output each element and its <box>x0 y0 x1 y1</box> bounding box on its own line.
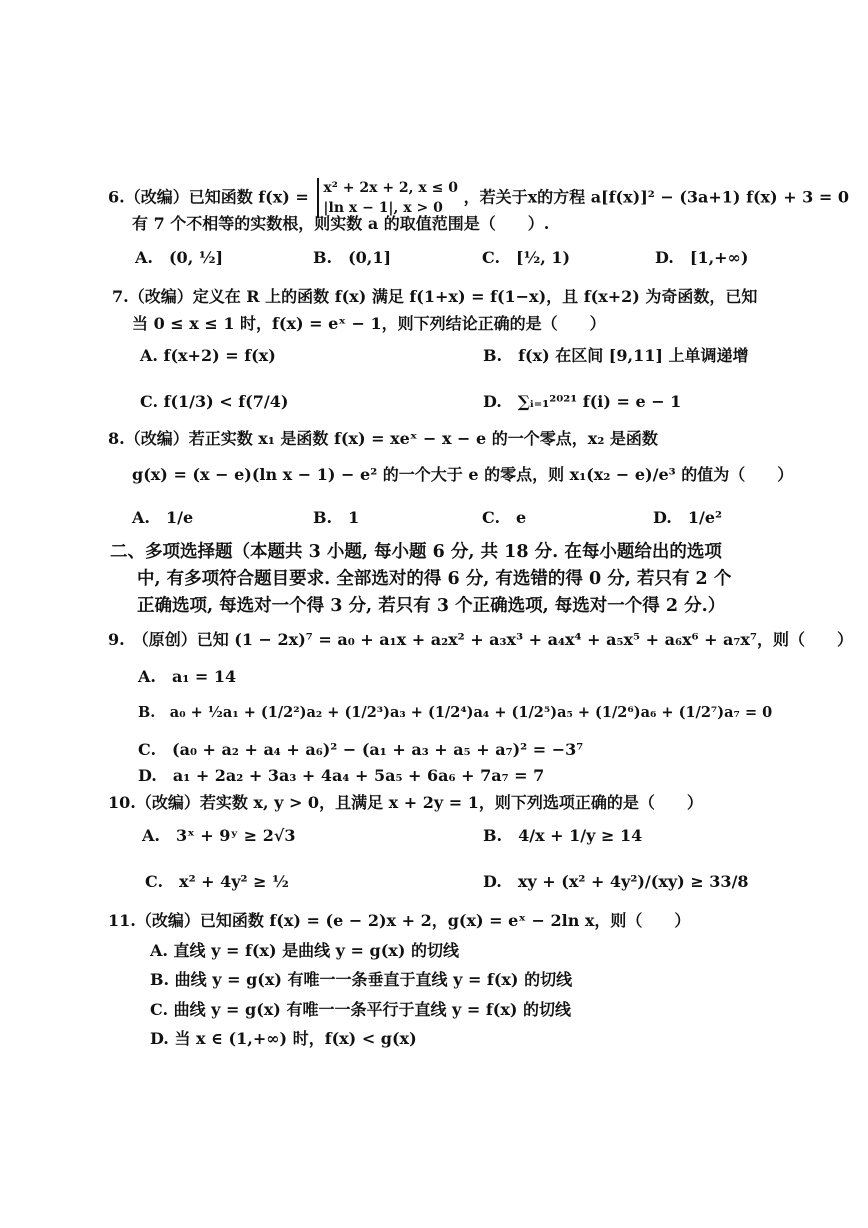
q6-equation: ，若关于x的方程 a[f(x)]² − (3a+1) f(x) + 3 = 0 <box>463 187 849 207</box>
q8-option-c: C. e <box>482 508 527 527</box>
q9-option-a: A. a₁ = 14 <box>138 667 237 686</box>
q6-option-c: C. [½, 1) <box>482 248 571 267</box>
q11-option-c: C. 曲线 y = g(x) 有唯一一条平行于直线 y = f(x) 的切线 <box>150 1000 571 1019</box>
q10-option-b: B. 4/x + 1/y ≥ 14 <box>483 826 643 845</box>
q8-option-a: A. 1/e <box>132 508 194 527</box>
q6-piece-2: |ln x − 1|, x > 0 <box>323 200 443 216</box>
q6-stem-start <box>108 178 849 218</box>
q9-option-c: C. (a₀ + a₂ + a₄ + a₆)² − (a₁ + a₃ + a₅ + a₇)² = −3⁷ <box>138 740 584 759</box>
section2-line1: 二、多项选择题（本题共 3 小题, 每小题 6 分, 共 18 分. 在每小题给出的选项 <box>110 542 722 562</box>
q9-option-b: B. a₀ + ½a₁ + (1/2²)a₂ + (1/2³)a₃ + (1/2⁴)a₄ + (1/2⁵)a₅ + (1/2⁶)a₆ + (1/2⁷)a₇ = 0 <box>138 704 773 721</box>
q8-option-d: D. 1/e² <box>653 508 723 527</box>
q11-option-d: D. 当 x ∈ (1,+∞) 时，f(x) < g(x) <box>150 1029 417 1048</box>
section2-line2: 中, 有多项符合题目要求. 全部选对的得 6 分, 有选错的得 0 分, 若只有 2 个 <box>137 569 732 589</box>
q7-option-b: B. f(x) 在区间 [9,11] 上单调递增 <box>483 346 749 365</box>
q8-line2: g(x) = (x − e)(ln x − 1) − e² 的一个大于 e 的零点，则 x₁(x₂ − e)/e³ 的值为（ ） <box>132 465 794 484</box>
q7-option-a: A. f(x+2) = f(x) <box>140 346 276 365</box>
q8-line1: 8.（改编）若正实数 x₁ 是函数 f(x) = xeˣ − x − e 的一个零点，x₂ 是函数 <box>108 429 658 448</box>
q6-line2: 有 7 个不相等的实数根，则实数 a 的取值范围是（ ）. <box>132 214 550 233</box>
q10-option-d: D. xy + (x² + 4y²)/(xy) ≥ 33/8 <box>483 872 749 891</box>
q8-option-b: B. 1 <box>313 508 360 527</box>
q7-line1: 7.（改编）定义在 R 上的函数 f(x) 满足 f(1+x) = f(1−x)，且 f(x+2) 为奇函数，已知 <box>112 287 758 306</box>
q6-piece-1: x² + 2x + 2, x ≤ 0 <box>323 180 458 196</box>
q6-piecewise <box>317 178 458 218</box>
q10-line1: 10.（改编）若实数 x, y > 0，且满足 x + 2y = 1，则下列选项正确的是（ ） <box>108 793 703 812</box>
q9-line1: 9. （原创）已知 (1 − 2x)⁷ = a₀ + a₁x + a₂x² + a₃x³ + a₄x⁴ + a₅x⁵ + a₆x⁶ + a₇x⁷，则（ ） <box>108 630 853 649</box>
q11-option-a: A. 直线 y = f(x) 是曲线 y = g(x) 的切线 <box>150 941 459 960</box>
q6-option-d: D. [1,+∞) <box>655 248 749 267</box>
q6-stem-text: 6.（改编）已知函数 f(x) = <box>108 187 309 207</box>
q7-option-d: D. ∑ᵢ₌₁²⁰²¹ f(i) = e − 1 <box>483 392 682 411</box>
q7-option-c: C. f(1/3) < f(7/4) <box>140 392 289 411</box>
q10-option-a: A. 3ˣ + 9ʸ ≥ 2√3 <box>142 826 296 845</box>
q9-option-d: D. a₁ + 2a₂ + 3a₃ + 4a₄ + 5a₅ + 6a₆ + 7a₇ = 7 <box>138 766 545 785</box>
q6-option-a: A. (0, ½] <box>135 248 224 267</box>
q10-option-c: C. x² + 4y² ≥ ½ <box>145 872 289 891</box>
section2-line3: 正确选项, 每选对一个得 3 分, 若只有 3 个正确选项, 每选对一个得 2 分.） <box>137 596 726 616</box>
q7-line2: 当 0 ≤ x ≤ 1 时，f(x) = eˣ − 1，则下列结论正确的是（ ） <box>132 314 606 333</box>
q6-option-b: B. (0,1] <box>313 248 392 267</box>
q11-line1: 11.（改编）已知函数 f(x) = (e − 2)x + 2，g(x) = eˣ − 2ln x，则（ ） <box>108 911 691 930</box>
q11-option-b: B. 曲线 y = g(x) 有唯一一条垂直于直线 y = f(x) 的切线 <box>150 970 573 989</box>
